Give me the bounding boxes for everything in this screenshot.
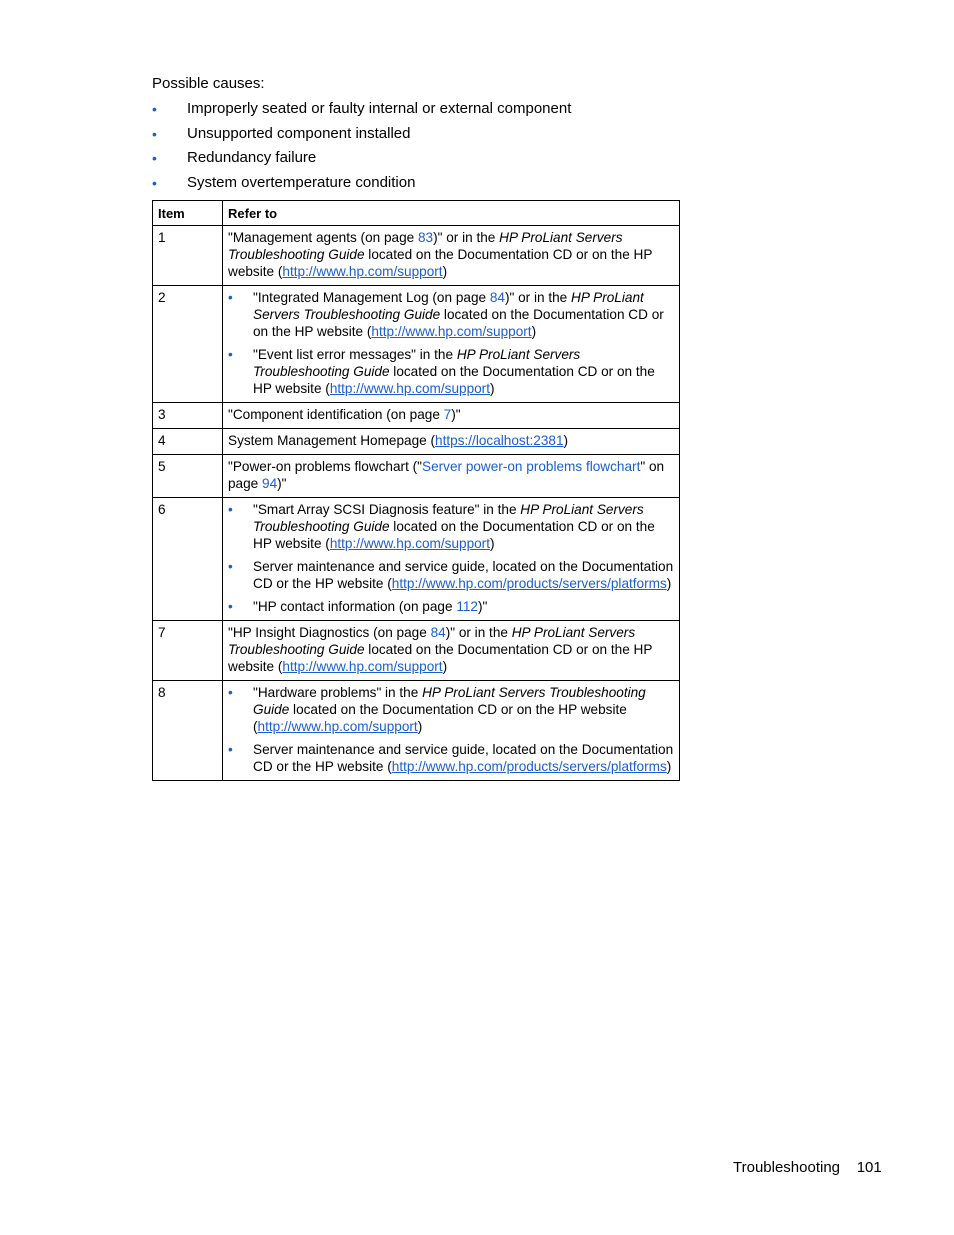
table-row — [153, 455, 680, 498]
reference-text: ) — [531, 324, 537, 339]
cause-text: Unsupported component installed — [187, 124, 411, 142]
reference-text: "Management agents (on page — [228, 230, 418, 245]
list-item — [228, 741, 674, 775]
reference-text: located on the Documentation CD or on the HP website ( — [228, 247, 653, 279]
refer-to-cell — [223, 681, 680, 781]
table-row — [153, 681, 680, 781]
reference-entry — [253, 559, 673, 591]
reference-text: ) — [666, 576, 672, 591]
page-reference-link[interactable]: 83 — [417, 230, 434, 245]
bullet-icon: • — [152, 125, 157, 142]
list-item — [228, 558, 674, 592]
bullet-icon: • — [228, 347, 233, 362]
page-reference-link[interactable]: 112 — [456, 599, 478, 614]
reference-entry — [253, 502, 655, 551]
page-reference-link[interactable]: Server power-on problems flowchart — [422, 459, 641, 474]
bullet-icon: • — [152, 101, 157, 117]
url-link[interactable]: https://localhost:2381 — [435, 433, 564, 448]
reference-bullet-list — [228, 501, 674, 615]
list-item — [152, 173, 571, 193]
list-item — [228, 501, 674, 552]
reference-text: " on page — [228, 459, 665, 491]
reference-text: located on the Documentation CD or on the HP website ( — [228, 642, 653, 674]
reference-text: "Hardware problems" in the — [253, 685, 423, 700]
reference-text: ) — [666, 759, 672, 774]
url-link[interactable]: http://www.hp.com/support — [282, 264, 443, 279]
reference-text: located on the Documentation CD or on the HP website ( — [253, 702, 627, 734]
reference-text: )" — [277, 476, 287, 491]
table-body — [153, 226, 680, 781]
url-link[interactable]: http://www.hp.com/support — [371, 324, 532, 339]
footer-section-title: Troubleshooting — [733, 1159, 841, 1176]
item-number-cell: 5 — [153, 455, 223, 498]
bullet-icon: • — [228, 599, 233, 614]
page-reference-link[interactable]: 84 — [489, 290, 505, 305]
bullet-icon: • — [228, 290, 233, 305]
refer-to-cell — [223, 403, 680, 429]
refer-to-cell — [223, 226, 680, 286]
item-number-cell: 2 — [153, 286, 223, 403]
cause-text: System overtemperature condition — [187, 174, 416, 192]
reference-entry — [253, 599, 487, 614]
item-number-cell: 6 — [153, 498, 223, 621]
reference-text: Server maintenance and service guide, located on the Documentation CD or the HP website ( — [253, 742, 674, 774]
page-footer — [733, 1158, 882, 1178]
list-item — [152, 99, 571, 119]
table-header-row — [153, 201, 680, 226]
list-item — [228, 684, 674, 735]
refer-to-cell — [223, 621, 680, 681]
reference-text: "Power-on problems flowchart (" — [228, 459, 422, 474]
reference-text: )" — [451, 407, 461, 422]
reference-text: ) — [442, 659, 448, 674]
url-link[interactable]: http://www.hp.com/products/servers/platforms — [391, 576, 667, 591]
reference-text: ) — [490, 536, 495, 551]
table-row — [153, 226, 680, 286]
cause-text: Redundancy failure — [187, 149, 317, 167]
reference-entry — [253, 290, 664, 339]
column-header-refer-to: Refer to — [223, 201, 680, 226]
url-link[interactable]: http://www.hp.com/products/servers/platforms — [391, 759, 667, 774]
possible-causes-list — [152, 99, 571, 198]
guide-title: HP ProLiant Servers Troubleshooting Guide — [253, 290, 644, 322]
bullet-icon: • — [152, 150, 157, 167]
reference-text: "Event list error messages" in the — [253, 347, 457, 362]
reference-text: ) — [417, 719, 423, 734]
guide-title: HP ProLiant Servers Troubleshooting Guide — [253, 502, 644, 534]
url-link[interactable]: http://www.hp.com/support — [257, 719, 418, 734]
reference-text: )" or in the — [504, 290, 571, 305]
guide-title: HP ProLiant Servers Troubleshooting Guide — [253, 685, 646, 717]
bullet-icon: • — [228, 502, 233, 517]
table-row — [153, 429, 680, 455]
list-item — [228, 346, 674, 397]
page-reference-link[interactable]: 84 — [430, 625, 446, 640]
reference-text: Server maintenance and service guide, located on the Documentation CD or the HP website ( — [253, 559, 674, 591]
reference-text: ) — [563, 433, 569, 448]
url-link[interactable]: http://www.hp.com/support — [282, 659, 443, 674]
reference-entry — [253, 347, 655, 396]
bullet-icon: • — [228, 742, 233, 757]
item-number-cell: 4 — [153, 429, 223, 455]
cause-text: Improperly seated or faulty internal or external component — [187, 100, 572, 117]
guide-title: HP ProLiant Servers Troubleshooting Guide — [253, 347, 581, 379]
reference-text: located on the Documentation CD or on the HP website ( — [253, 307, 664, 339]
reference-text: "HP contact information (on page — [253, 599, 457, 614]
refer-to-cell — [223, 429, 680, 455]
page-reference-link[interactable]: 94 — [262, 476, 278, 491]
reference-text: ) — [490, 381, 495, 396]
column-header-item: Item — [153, 201, 223, 226]
reference-text: )" or in the — [445, 625, 512, 640]
refer-to-cell — [223, 498, 680, 621]
reference-text: ) — [442, 264, 448, 279]
reference-entry — [253, 742, 673, 774]
item-number-cell: 8 — [153, 681, 223, 781]
guide-title: HP ProLiant Servers Troubleshooting Guide — [228, 625, 636, 657]
reference-text: )" or in the — [433, 230, 500, 245]
reference-text: located on the Documentation CD or on the HP website ( — [253, 364, 655, 396]
page-reference-link[interactable]: 7 — [443, 407, 452, 422]
reference-text: "Component identification (on page — [228, 407, 444, 422]
reference-bullet-list — [228, 289, 674, 397]
refer-to-cell — [223, 455, 680, 498]
list-item — [152, 148, 571, 168]
url-link[interactable]: http://www.hp.com/support — [329, 536, 490, 551]
table-row — [153, 621, 680, 681]
reference-text: System Management Homepage ( — [228, 433, 436, 448]
item-number-cell: 3 — [153, 403, 223, 429]
item-number-cell: 7 — [153, 621, 223, 681]
url-link[interactable]: http://www.hp.com/support — [329, 381, 490, 396]
bullet-icon: • — [152, 175, 157, 192]
bullet-icon: • — [228, 559, 233, 574]
footer-page-number: 101 — [856, 1159, 882, 1176]
item-number-cell: 1 — [153, 226, 223, 286]
list-item — [152, 124, 571, 144]
reference-text: "Smart Array SCSI Diagnosis feature" in the — [253, 502, 521, 517]
reference-table — [152, 200, 680, 781]
reference-text: )" — [477, 599, 488, 614]
reference-text: "HP Insight Diagnostics (on page — [228, 625, 431, 640]
possible-causes-heading: Possible causes: — [152, 75, 265, 92]
list-item — [228, 598, 674, 615]
table-row — [153, 286, 680, 403]
bullet-icon: • — [228, 685, 233, 700]
table-row — [153, 403, 680, 429]
reference-text: located on the Documentation CD or on the HP website ( — [253, 519, 655, 551]
reference-entry — [253, 685, 646, 734]
guide-title: HP ProLiant Servers Troubleshooting Guide — [228, 230, 623, 262]
refer-to-cell — [223, 286, 680, 403]
reference-text: "Integrated Management Log (on page — [253, 290, 490, 305]
reference-bullet-list — [228, 684, 674, 775]
list-item — [228, 289, 674, 340]
table-row — [153, 498, 680, 621]
